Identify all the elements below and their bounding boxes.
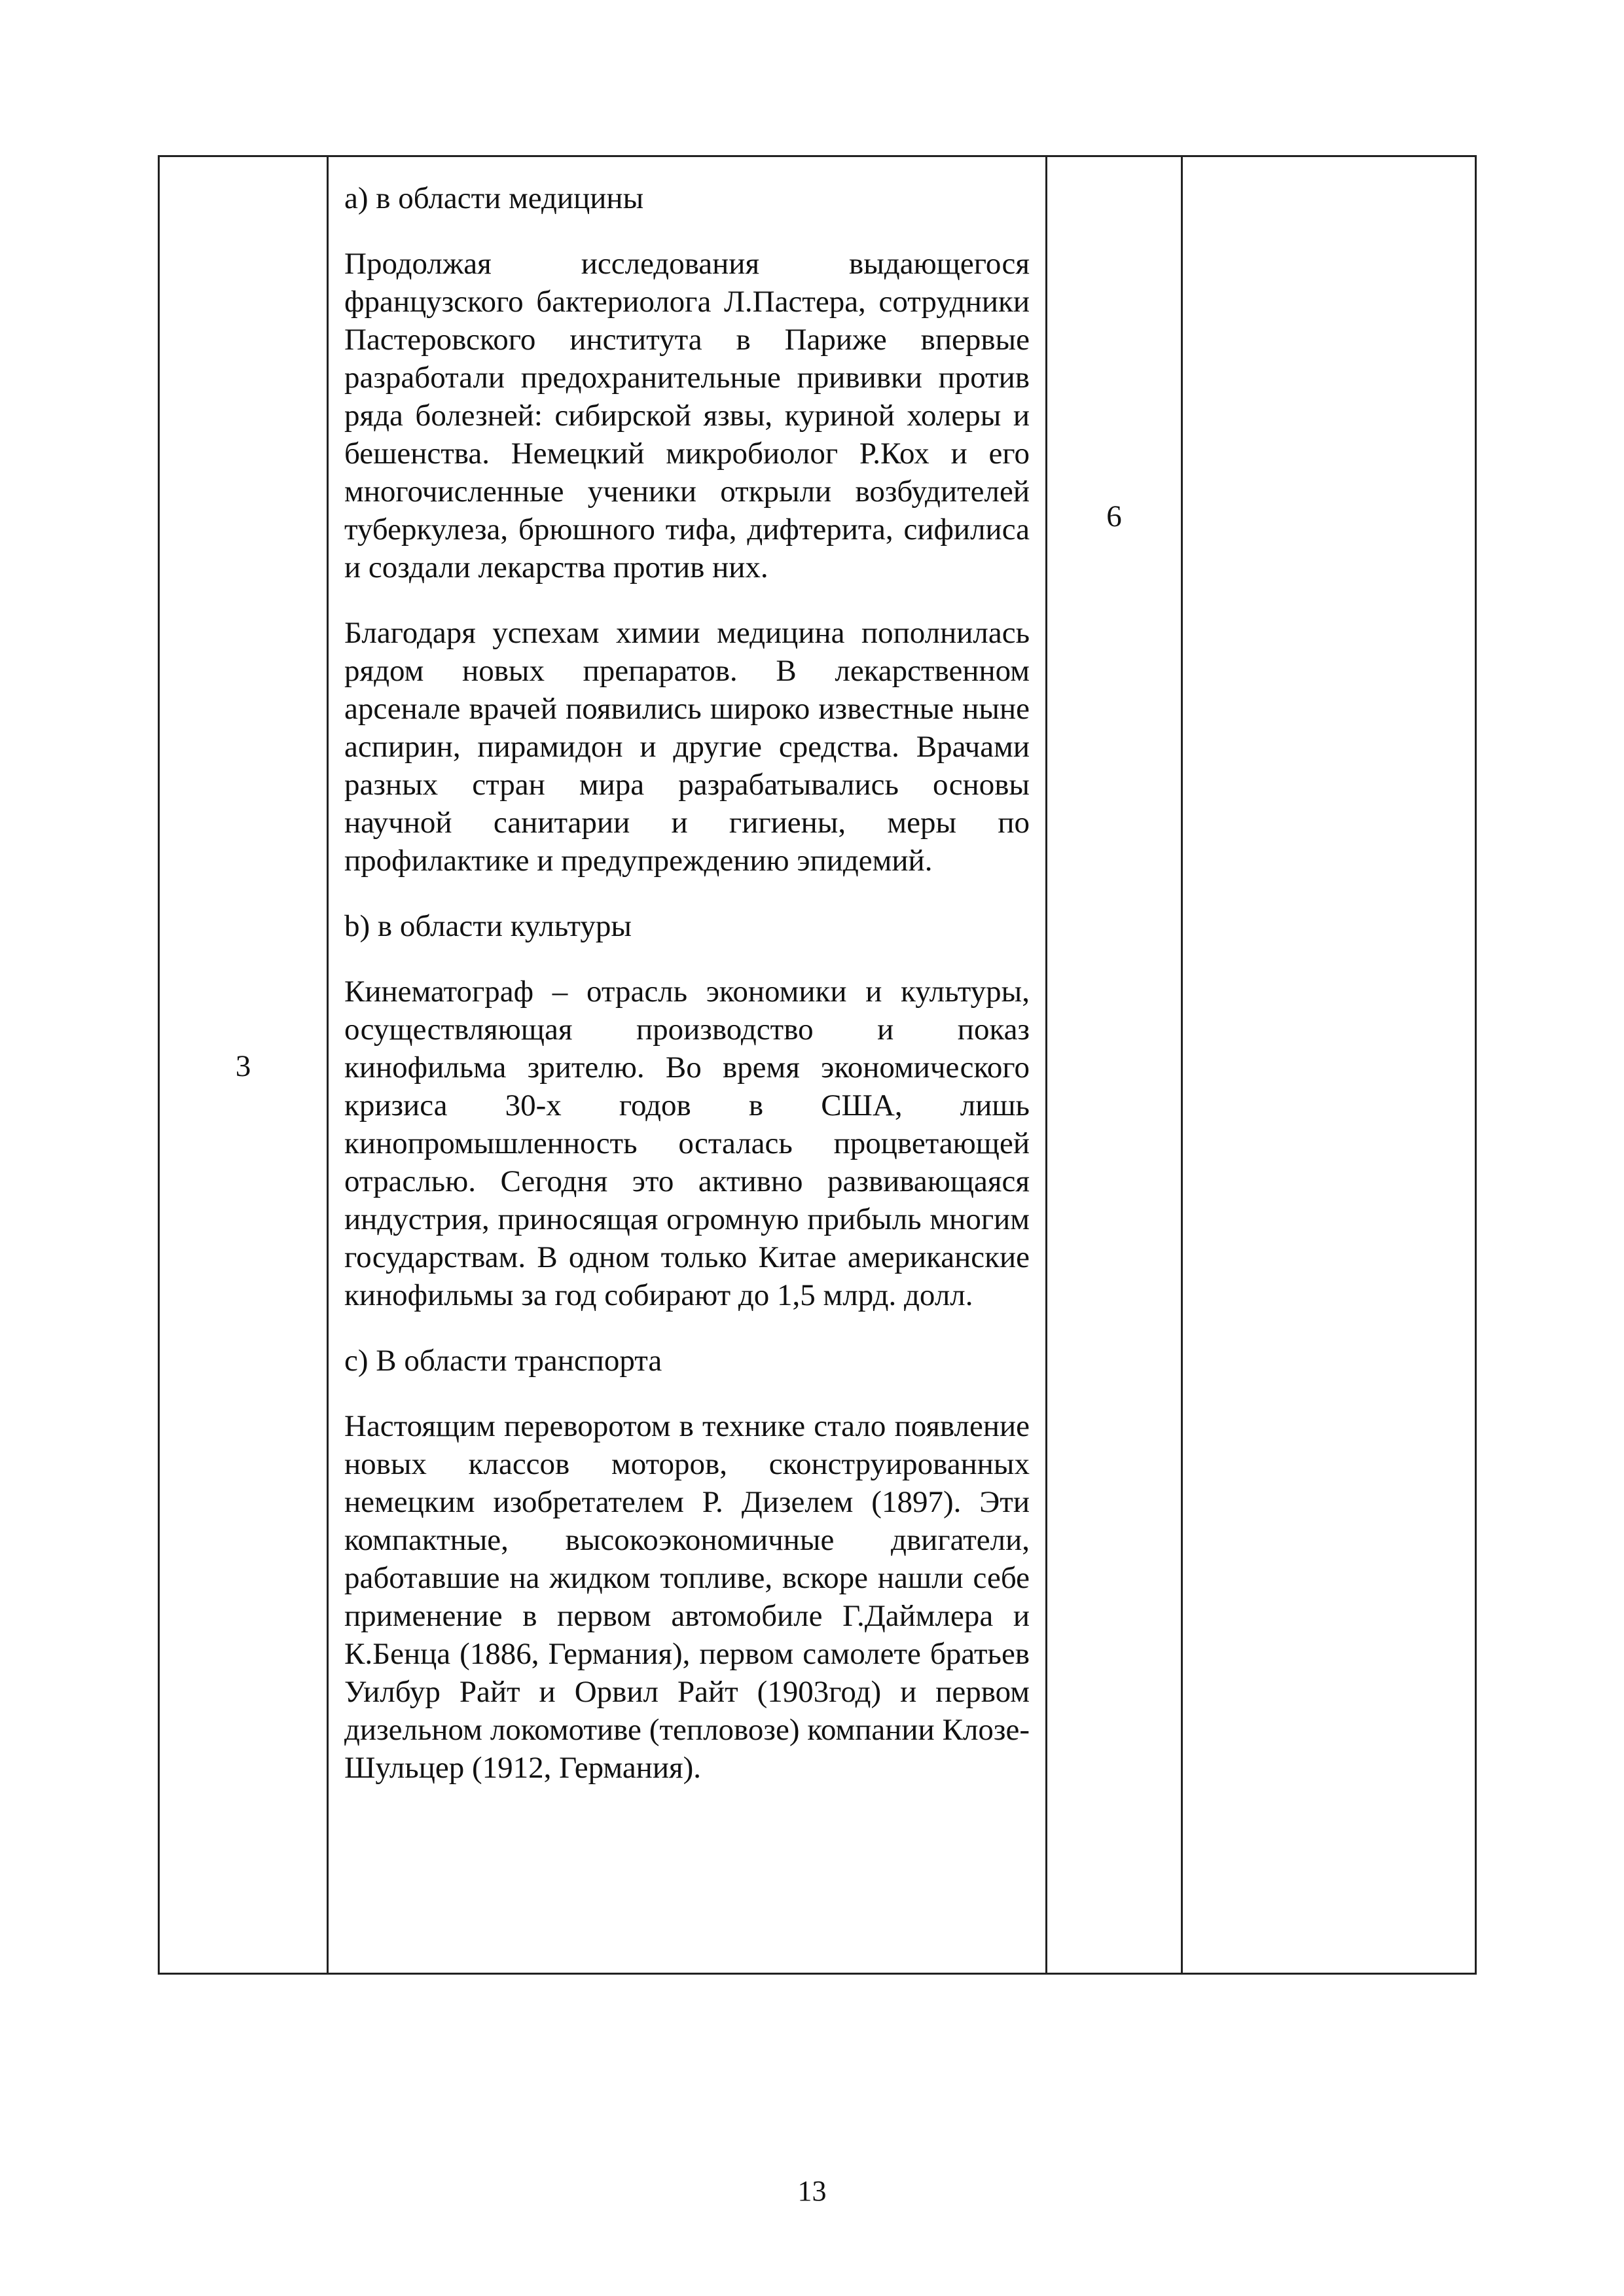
section-b-heading: b) в области культуры [344,909,632,943]
section-c-heading: c) В области транспорта [344,1344,662,1378]
row-number: 3 [235,1049,251,1083]
content-cell [328,156,1047,1974]
table-row [159,156,1476,1974]
section-a-heading: а) в области медицины [344,181,644,215]
section-a-paragraph-1: Продолжая исследования выдающегося французского бактериолога Л.Пастера, сотрудники Пастеровского института в Париже впервые разработали предохранительные прививки против ряда болезней: сибирской язвы, куриной холеры и бешенства. Немецкий микробиолог Р.Кох и его многочисленные ученики открыли возбудителей туберкулеза, брюшного тифа, дифтерита, сифилиса и создали лекарства против них. [344,247,1030,584]
section-a-paragraph-2: Благодаря успехам химии медицина пополнилась рядом новых препаратов. В лекарственном арсенале врачей появились широко известные ныне аспирин, пирамидон и другие средства. Врачами разных стран мира разрабатывались основы научной санитарии и гигиены, меры по профилактике и предупреждению эпидемий. [344,616,1030,878]
empty-cell [1182,156,1476,1974]
lesson-table [158,155,1477,1975]
page-number: 13 [797,2175,827,2207]
hours-value: 6 [1106,499,1122,533]
section-c-paragraph-1: Настоящим переворотом в технике стало появление новых классов моторов, сконструированных немецким изобретателем Р. Дизелем (1897). Эти компактные, высокоэкономичные двигатели, работавшие на жидком топливе, вскоре нашли себе применение в первом автомобиле Г.Даймлера и К.Бенца (1886, Германия), первом самолете братьев Уилбур Райт и Орвил Райт (1903год) и первом дизельном локомотиве (тепловозе) компании Клозе-Шульцер (1912, Германия). [344,1409,1030,1785]
section-b-paragraph-1: Кинематограф – отрасль экономики и культуры, осуществляющая производство и показ кинофильма зрителю. Во время экономического кризиса 30-х годов в США, лишь кинопромышленность осталась процветающей отраслью. Сегодня это активно развивающаяся индустрия, приносящая огромную прибыль многим государствам. В одном только Китае американские кинофильмы за год собирают до 1,5 млрд. долл. [344,975,1030,1312]
row-number-cell [159,156,328,1974]
hours-cell [1047,156,1182,1974]
